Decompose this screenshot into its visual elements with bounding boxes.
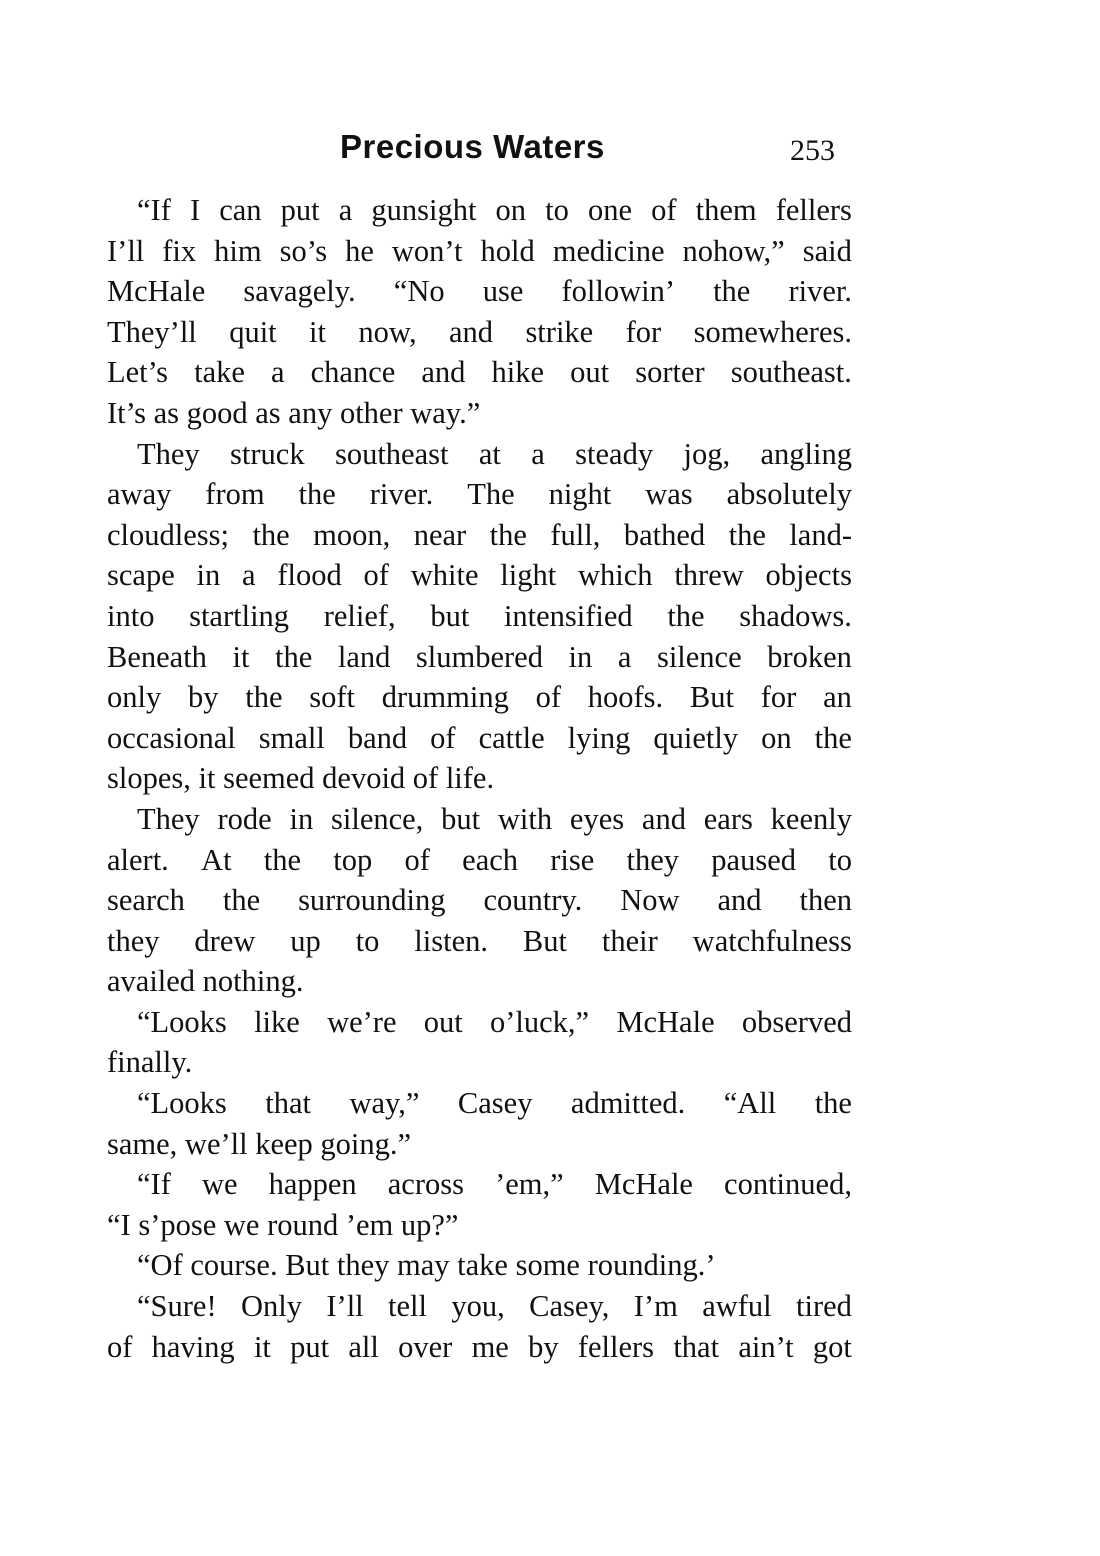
text-line: of having it put all over me by fellers that ain’t got	[107, 1329, 852, 1364]
text-line: They’ll quit it now, and strike for somewheres.	[107, 314, 852, 349]
text-line: into startling relief, but intensified the shadows.	[107, 598, 852, 633]
text-line: They rode in silence, but with eyes and ears keenly	[137, 801, 852, 836]
text-line: Let’s take a chance and hike out sorter southeast.	[107, 355, 852, 390]
text-line: same, we’ll keep going.”	[107, 1126, 412, 1161]
text-line: occasional small band of cattle lying quietly on the	[107, 720, 852, 755]
text-line: search the surrounding country. Now and then	[107, 883, 852, 918]
text-line: scape in a flood of white light which threw objects	[107, 558, 852, 593]
text-line: availed nothing.	[107, 964, 304, 999]
text-line: “Looks like we’re out o’luck,” McHale observed	[137, 1004, 852, 1039]
text-line: “Looks that way,” Casey admitted. “All the	[137, 1086, 852, 1121]
text-line: alert. At the top of each rise they paused to	[107, 842, 852, 877]
body-text	[107, 190, 852, 1367]
text-line: finally.	[107, 1045, 193, 1080]
text-line: only by the soft drumming of hoofs. But for an	[107, 680, 852, 715]
text-line: slopes, it seemed devoid of life.	[107, 761, 495, 796]
text-line: “Of course. But they may take some rounding.’	[137, 1248, 716, 1283]
text-line: It’s as good as any other way.”	[107, 395, 481, 430]
text-line: “Sure! Only I’ll tell you, Casey, I’m awful tired	[137, 1289, 852, 1324]
text-line: away from the river. The night was absolutely	[107, 477, 852, 512]
text-line: “If I can put a gunsight on to one of them fellers	[137, 193, 852, 227]
text-line: “If we happen across ’em,” McHale continued,	[137, 1167, 852, 1202]
text-line: I’ll fix him so’s he won’t hold medicine nohow,” said	[107, 233, 852, 268]
page-number: 253	[790, 134, 835, 167]
text-line: “I s’pose we round ’em up?”	[107, 1207, 459, 1242]
running-header: Precious Waters	[340, 128, 605, 165]
text-line: McHale savagely. “No use followin’ the river.	[107, 274, 852, 309]
text-line: Beneath it the land slumbered in a silence broken	[107, 639, 852, 674]
text-line: cloudless; the moon, near the full, bathed the land-	[107, 517, 852, 552]
text-line: They struck southeast at a steady jog, angling	[137, 436, 852, 471]
text-line: they drew up to listen. But their watchfulness	[107, 923, 852, 958]
